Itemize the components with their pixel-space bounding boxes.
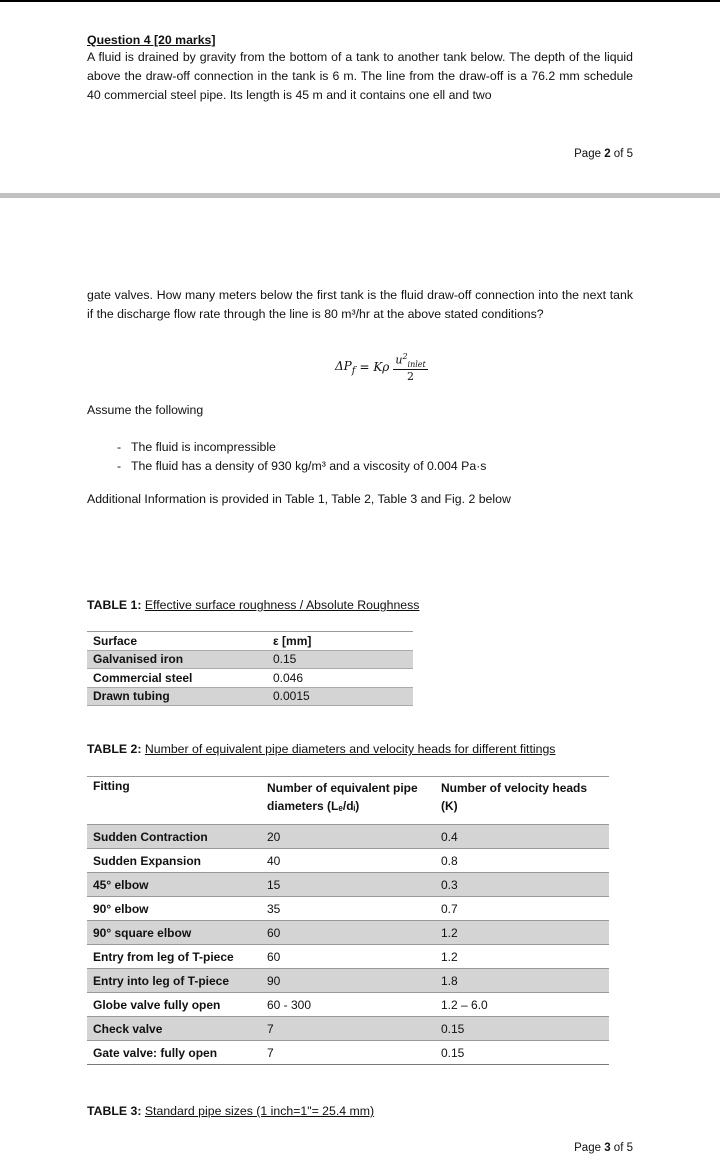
equiv-diameters-cell: 20 xyxy=(267,829,281,844)
table3-caption xyxy=(87,1104,374,1118)
fitting-cell: Check valve xyxy=(93,1021,163,1036)
table-row xyxy=(87,993,609,1017)
roughness-cell: 0.15 xyxy=(273,652,297,667)
question-heading: Question 4 [20 marks] xyxy=(87,33,216,47)
formula-lhs-sub: f xyxy=(351,365,356,377)
fitting-cell: Entry into leg of T-piece xyxy=(93,973,230,988)
header-equiv-diameters: Number of equivalent pipe diameters (Lₑ/dᵢ) xyxy=(267,781,418,813)
fitting-cell: Sudden Contraction xyxy=(93,829,208,844)
page-suffix: of 5 xyxy=(610,1142,633,1154)
formula-sup: 2 xyxy=(402,352,408,361)
page-num: 2 xyxy=(604,148,611,160)
pressure-drop-formula xyxy=(335,352,428,383)
page-num: 3 xyxy=(604,1142,611,1154)
assumption-item: - The fluid is incompressible xyxy=(117,440,276,454)
table2-label: TABLE 2: xyxy=(87,742,142,756)
velocity-heads-cell: 0.15 xyxy=(441,1045,465,1060)
question-paragraph: A fluid is drained by gravity from the bottom of a tank to another tank below. The depth of the liquid above the draw-off connection in the tank is 6 m. The line from the draw-off is a 76.2 mm schedule 40 commercial steel pipe. Its length is 45 m and it contains one ell and two xyxy=(87,50,633,102)
equiv-diameters-cell: 7 xyxy=(267,1021,274,1036)
additional-info: Additional Information is provided in Table 1, Table 2, Table 3 and Fig. 2 below xyxy=(87,492,511,506)
fitting-cell: Entry from leg of T-piece xyxy=(93,949,234,964)
equiv-diameters-cell: 15 xyxy=(267,877,281,892)
velocity-heads-cell: 1.2 – 6.0 xyxy=(441,997,488,1012)
equiv-diameters-cell: 60 xyxy=(267,949,281,964)
equiv-diameters-cell: 60 - 300 xyxy=(267,997,312,1012)
formula-sub: inlet xyxy=(407,359,426,369)
table3-title: Standard pipe sizes (1 inch=1"= 25.4 mm) xyxy=(144,1104,375,1118)
formula-eq: = Kρ xyxy=(359,360,390,375)
roughness-table xyxy=(87,631,413,706)
table-row xyxy=(87,687,413,706)
header-epsilon: ε [mm] xyxy=(273,633,312,648)
assumption-item: - The fluid has a density of 930 kg/m³ and a viscosity of 0.004 Pa·s xyxy=(117,458,487,473)
page-suffix: of 5 xyxy=(610,148,633,160)
surface-cell: Commercial steel xyxy=(93,670,193,685)
equiv-diameters-cell: 7 xyxy=(267,1045,274,1060)
fitting-cell: 45° elbow xyxy=(93,877,149,892)
assumption-list xyxy=(117,438,486,475)
table-row xyxy=(87,897,609,921)
page-separator xyxy=(0,193,720,198)
velocity-heads-cell: 0.15 xyxy=(441,1021,465,1036)
fitting-cell: Gate valve: fully open xyxy=(93,1045,218,1060)
surface-cell: Drawn tubing xyxy=(93,689,170,704)
table-row xyxy=(87,1017,609,1041)
table-row xyxy=(87,945,609,969)
velocity-heads-cell: 1.2 xyxy=(441,949,458,964)
header-fitting: Fitting xyxy=(93,779,130,793)
header-surface: Surface xyxy=(93,633,138,648)
table3-label: TABLE 3: xyxy=(87,1104,142,1118)
roughness-cell: 0.0015 xyxy=(273,689,310,704)
table2-caption xyxy=(87,742,555,756)
fittings-table xyxy=(87,776,609,1065)
table-header-row xyxy=(87,632,413,651)
table-row xyxy=(87,921,609,945)
formula-den: 2 xyxy=(407,369,415,383)
table1-label: TABLE 1: xyxy=(87,598,142,612)
velocity-heads-cell: 0.4 xyxy=(441,829,458,844)
fitting-cell: 90° square elbow xyxy=(93,925,192,940)
table1-title: Effective surface roughness / Absolute Roughness xyxy=(144,598,420,612)
fitting-cell: 90° elbow xyxy=(93,901,149,916)
table-row xyxy=(87,669,413,688)
page-number-3 xyxy=(574,1142,633,1154)
velocity-heads-cell: 0.8 xyxy=(441,853,458,868)
formula-lhs: ΔP xyxy=(335,358,352,373)
table-row xyxy=(87,849,609,873)
velocity-heads-cell: 1.8 xyxy=(441,973,458,988)
velocity-heads-cell: 1.2 xyxy=(441,925,458,940)
table1-caption xyxy=(87,598,419,612)
header-velocity-heads: Number of velocity heads (K) xyxy=(441,781,588,813)
page-prefix: Page xyxy=(574,148,605,160)
formula-fraction xyxy=(393,352,427,383)
fitting-cell: Globe valve fully open xyxy=(93,997,221,1012)
assume-text: Assume the following xyxy=(87,403,204,417)
page-prefix: Page xyxy=(574,1142,605,1154)
table-row xyxy=(87,650,413,669)
page-number-2 xyxy=(574,148,633,160)
table-row xyxy=(87,969,609,993)
surface-cell: Galvanised iron xyxy=(93,652,184,667)
equiv-diameters-cell: 60 xyxy=(267,925,281,940)
velocity-heads-cell: 0.7 xyxy=(441,901,458,916)
table-row xyxy=(87,873,609,897)
table-row xyxy=(87,825,609,849)
assumption-text: The fluid is incompressible xyxy=(131,440,276,454)
equiv-diameters-cell: 35 xyxy=(267,901,281,916)
table2-title: Number of equivalent pipe diameters and velocity heads for different fittings xyxy=(144,742,556,756)
roughness-cell: 0.046 xyxy=(273,670,304,685)
velocity-heads-cell: 0.3 xyxy=(441,877,458,892)
equiv-diameters-cell: 40 xyxy=(267,853,281,868)
fitting-cell: Sudden Expansion xyxy=(93,853,202,868)
assumption-text: The fluid has a density of 930 kg/m³ and a viscosity of 0.004 Pa·s xyxy=(131,458,487,473)
viewer-top-border xyxy=(0,0,720,2)
equiv-diameters-cell: 90 xyxy=(267,973,281,988)
formula-num: u xyxy=(395,353,403,367)
table-row xyxy=(87,1041,609,1065)
table-header-row xyxy=(87,777,609,825)
question-continuation: gate valves. How many meters below the first tank is the fluid draw-off connection into the next tank if the discharge flow rate through the line is 80 m³/hr at the above stated conditions? xyxy=(87,288,633,321)
